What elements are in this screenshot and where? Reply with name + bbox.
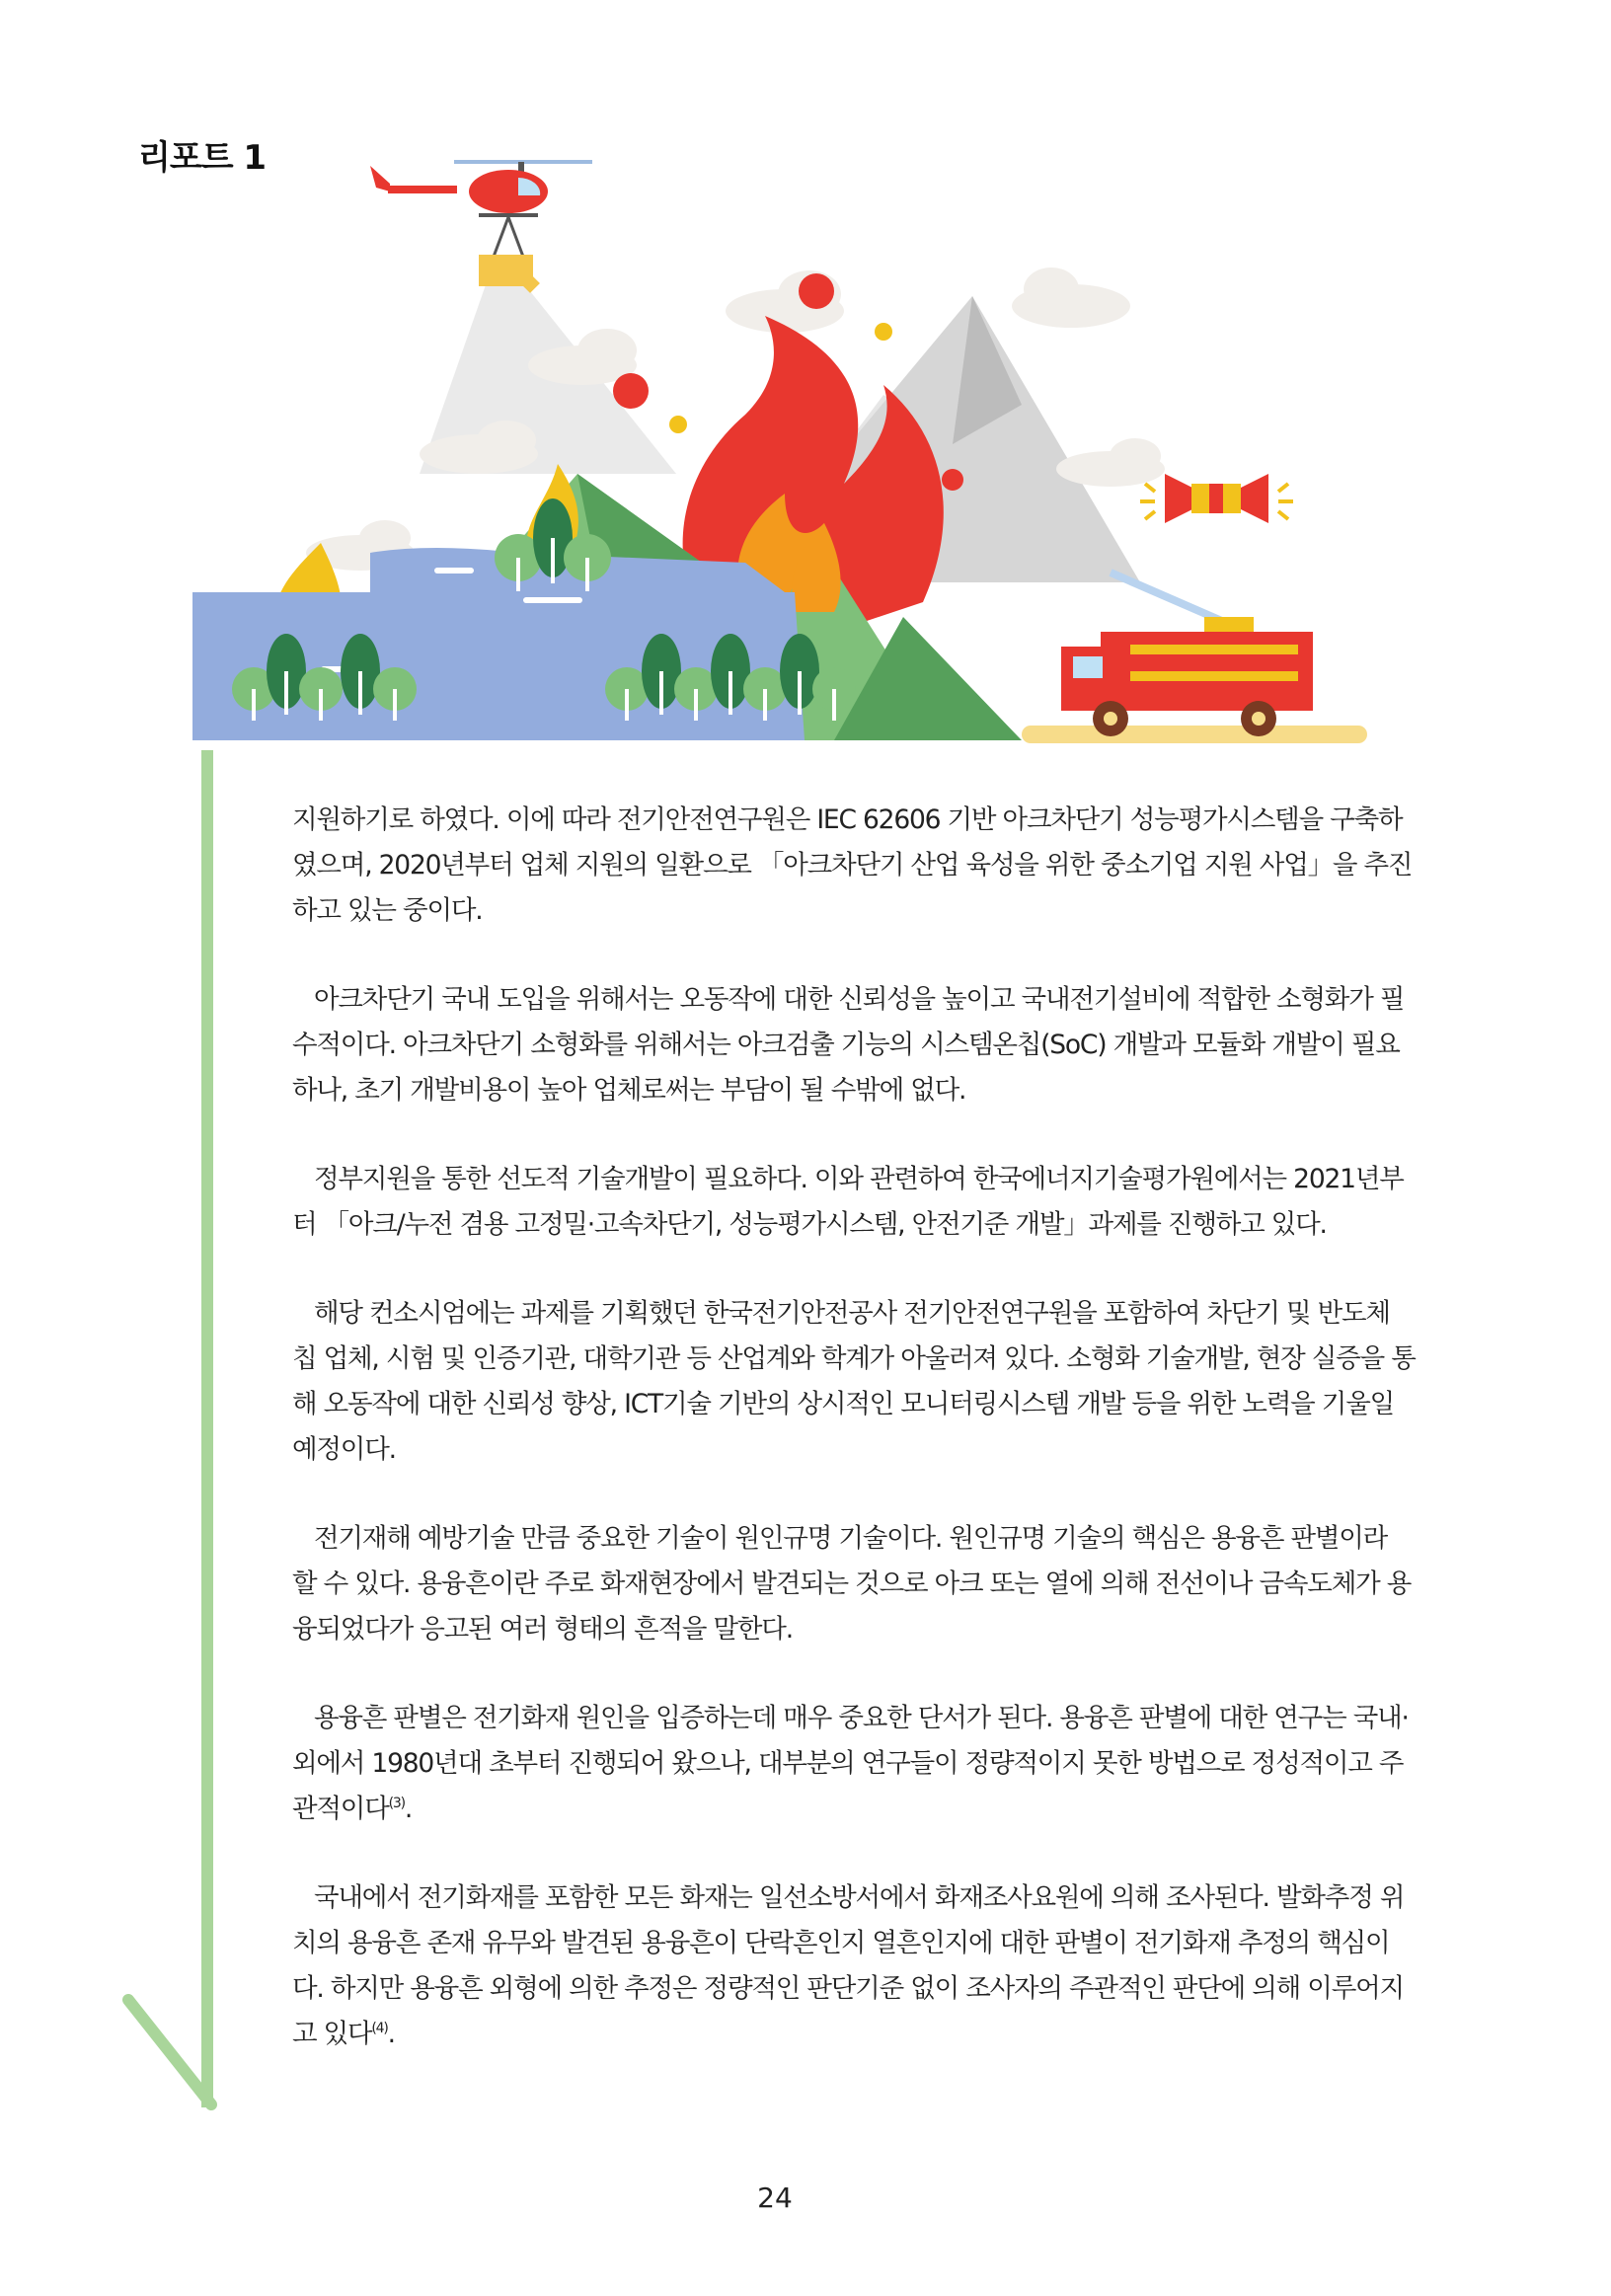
siren-icon — [1140, 474, 1293, 523]
fire-truck-icon — [1061, 573, 1313, 736]
ground-strip — [1022, 726, 1367, 743]
page-number: 24 — [757, 2181, 793, 2214]
paragraph: 용융흔 판별은 전기화재 원인을 입증하는데 매우 중요한 단서가 된다. 용융흔 판별에 대한 연구는 국내·외에서 1980년대 초부터 진행되어 왔으나, 대부분의 연구들이 정량적이지 못한 방법으로 정성적이고 주관적이다$^{(3)}$. — [292, 1703, 1409, 1824]
paragraph: 지원하기로 하였다. 이에 따라 전기안전연구원은 IEC 62606 기반 아크차단기 성능평가시스템을 구축하였으며, 2020년부터 업체 지원의 일환으로 「아크차단기 산업 육성을 위한 중소기업 지원 사업」을 추진하고 있는 중이다. — [292, 804, 1413, 926]
paragraph: 아크차단기 국내 도입을 위해서는 오동작에 대한 신뢰성을 높이고 국내전기설비에 적합한 소형화가 필수적이다. 아크차단기 소형화를 위해서는 아크검출 기능의 시스템온칩(SoC) 개발과 모듈화 개발이 필요하나, 초기 개발비용이 높아 업체로써는 부담이 될 수밖에 없다. — [292, 984, 1405, 1106]
paragraph: 해당 컨소시엄에는 과제를 기획했던 한국전기안전공사 전기안전연구원을 포함하여 차단기 및 반도체 칩 업체, 시험 및 인증기관, 대학기관 등 산업계와 학계가 아울러져 있다. 소형화 기술개발, 현장 실증을 통해 오동작에 대한 신뢰성 향상, ICT기술 기반의 상시적인 모니터링시스템 개발 등을 위한 노력을 기울일 예정이다. — [292, 1298, 1416, 1465]
report-label: 리포트 1 — [138, 138, 267, 178]
paragraph: 국내에서 전기화재를 포함한 모든 화재는 일선소방서에서 화재조사요원에 의해 조사된다. 발화추정 위치의 용융흔 존재 유무와 발견된 용융흔이 단락흔인지 열흔인지에 대한 판별이 전기화재 추정의 핵심이다. 하지만 용융흔 외형에 의한 추정은 정량적인 판단기준 없이 조사자의 주관적인 판단에 의해 이루어지고 있다$^{(4)}$. — [292, 1882, 1405, 2049]
ember-dot — [799, 273, 834, 309]
helicopter-icon — [370, 160, 592, 293]
ember-dot — [942, 469, 963, 491]
reference-mark: (3) — [388, 1796, 405, 1811]
timeline-line — [201, 750, 213, 2107]
wildfire-illustration — [192, 148, 1377, 760]
ember-dot — [875, 323, 892, 341]
timeline-arrow-end — [122, 1994, 221, 2117]
paragraph: 정부지원을 통한 선도적 기술개발이 필요하다. 이와 관련하여 한국에너지기술평가원에서는 2021년부터 「아크/누전 겸용 고정밀·고속차단기, 성능평가시스템, 안전기준 개발」과제를 진행하고 있다. — [292, 1164, 1404, 1240]
paragraph: 전기재해 예방기술 만큼 중요한 기술이 원인규명 기술이다. 원인규명 기술의 핵심은 용융흔 판별이라 할 수 있다. 용융흔이란 주로 화재현장에서 발견되는 것으로 아크 또는 열에 의해 전선이나 금속도체가 용융되었다가 응고된 여러 형태의 흔적을 말한다. — [292, 1523, 1412, 1645]
reference-mark: (4) — [371, 2021, 388, 2036]
ember-dot — [669, 416, 687, 433]
ember-dot — [613, 373, 649, 409]
article-body — [292, 798, 1418, 2101]
